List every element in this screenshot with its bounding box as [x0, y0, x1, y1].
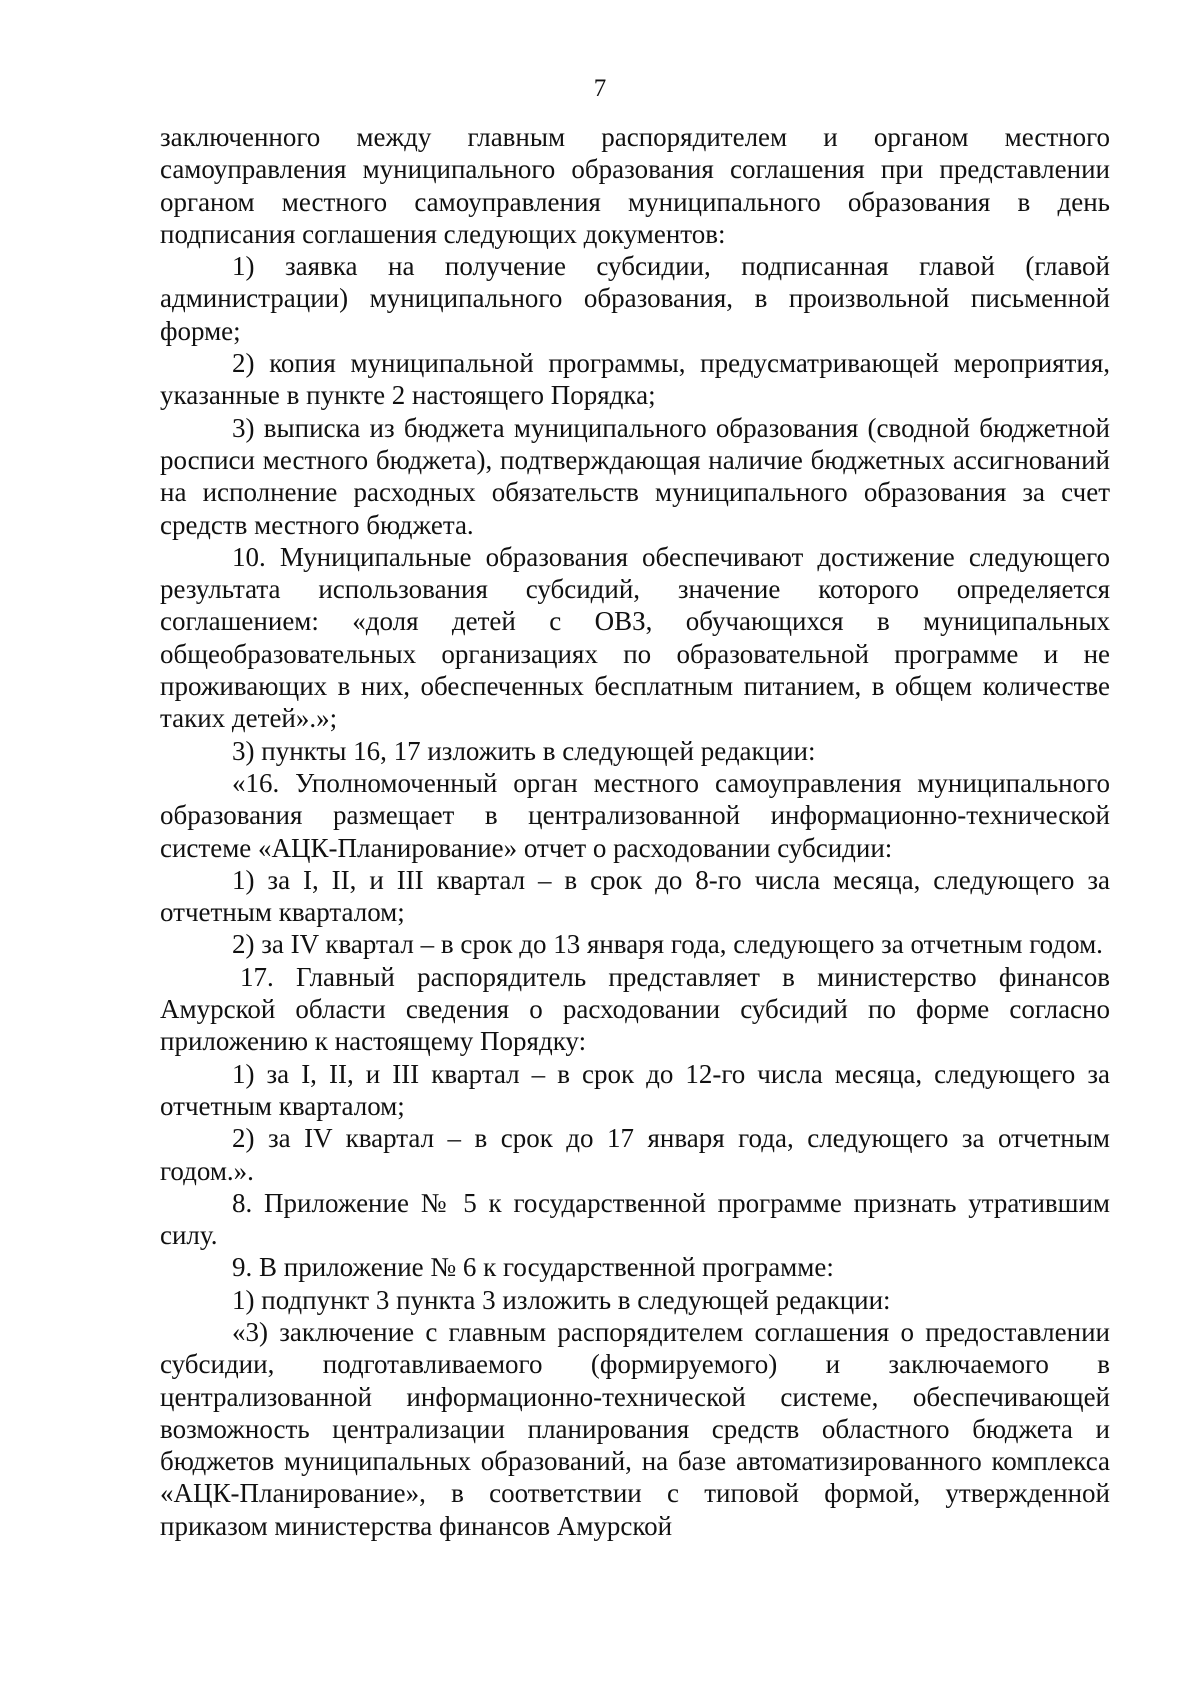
- paragraph-clause-16-item-2: 2) за IV квартал – в срок до 13 января года, следующего за отчетным годом.: [232, 929, 1103, 960]
- paragraph-item-1-application: 1) заявка на получение субсидии, подписанная главой (главой администрации) муниципального образования, в произвольной письменной форме;: [160, 251, 1110, 346]
- paragraph-clause-9: 9. В приложение № 6 к государственной программе:: [232, 1252, 834, 1283]
- paragraph-amendment-points-16-17: 3) пункты 16, 17 изложить в следующей редакции:: [232, 735, 816, 766]
- paragraph-clause-16-item-1: 1) за I, II, и III квартал – в срок до 8-го числа месяца, следующего за отчетным кварталом;: [160, 864, 1110, 928]
- paragraph-clause-17-item-2: 2) за IV квартал – в срок до 17 января года, следующего за отчетным годом.».: [160, 1123, 1110, 1186]
- document-body: [160, 121, 1110, 1542]
- paragraph-clause-10: 10. Муниципальные образования обеспечивают достижение следующего результата использования субсидий, значение которого определяется соглашением: «доля детей с ОВЗ, обучающихся в муниципальных общеобразовательных организациях по образовательной программе и не проживающих в них, обеспеченных бесплатным питанием, в общем количестве таких детей».»;: [160, 541, 1110, 734]
- paragraph-clause-17-item-1: 1) за I, II, и III квартал – в срок до 12-го числа месяца, следующего за отчетным кварталом;: [160, 1058, 1110, 1121]
- paragraph-continuation: заключенного между главным распорядителем и органом местного самоуправления муниципального образования соглашения при представлении органом местного самоуправления муниципального образования в день подписания соглашения следующих документов:: [160, 122, 1110, 249]
- paragraph-clause-8: 8. Приложение № 5 к государственной программе признать утратившим силу.: [160, 1187, 1110, 1251]
- paragraph-subclause-3-text: «3) заключение с главным распорядителем соглашения о предоставлении субсидии, подготавливаемого (формируемого) и заключаемого в централизованной информационно-технической системе, обеспечивающей возможность централизации планирования средств областного бюджета и бюджетов муниципальных образований, на базе автоматизированного комплекса «АЦК-Планирование», в соответствии с типовой формой, утвержденной приказом министерства финансов Амурской: [160, 1316, 1110, 1541]
- paragraph-item-3-budget-extract: 3) выписка из бюджета муниципального образования (сводной бюджетной росписи местного бюджета), подтверждающая наличие бюджетных ассигнований на исполнение расходных обязательств муниципального образования за счет средств местного бюджета.: [160, 412, 1110, 540]
- paragraph-clause-16: «16. Уполномоченный орган местного самоуправления муниципального образования размещает в централизованной информационно-технической системе «АЦК-Планирование» отчет о расходовании субсидии:: [160, 767, 1110, 863]
- paragraph-item-2-program-copy: 2) копия муниципальной программы, предусматривающей мероприятия, указанные в пункте 2 настоящего Порядка;: [160, 348, 1110, 411]
- page-number: 7: [593, 75, 607, 102]
- paragraph-clause-9-item-1: 1) подпункт 3 пункта 3 изложить в следующей редакции:: [232, 1284, 891, 1315]
- paragraph-clause-17: 17. Главный распорядитель представляет в министерство финансов Амурской области сведения о расходовании субсидий по форме согласно приложению к настоящему Порядку:: [160, 961, 1110, 1057]
